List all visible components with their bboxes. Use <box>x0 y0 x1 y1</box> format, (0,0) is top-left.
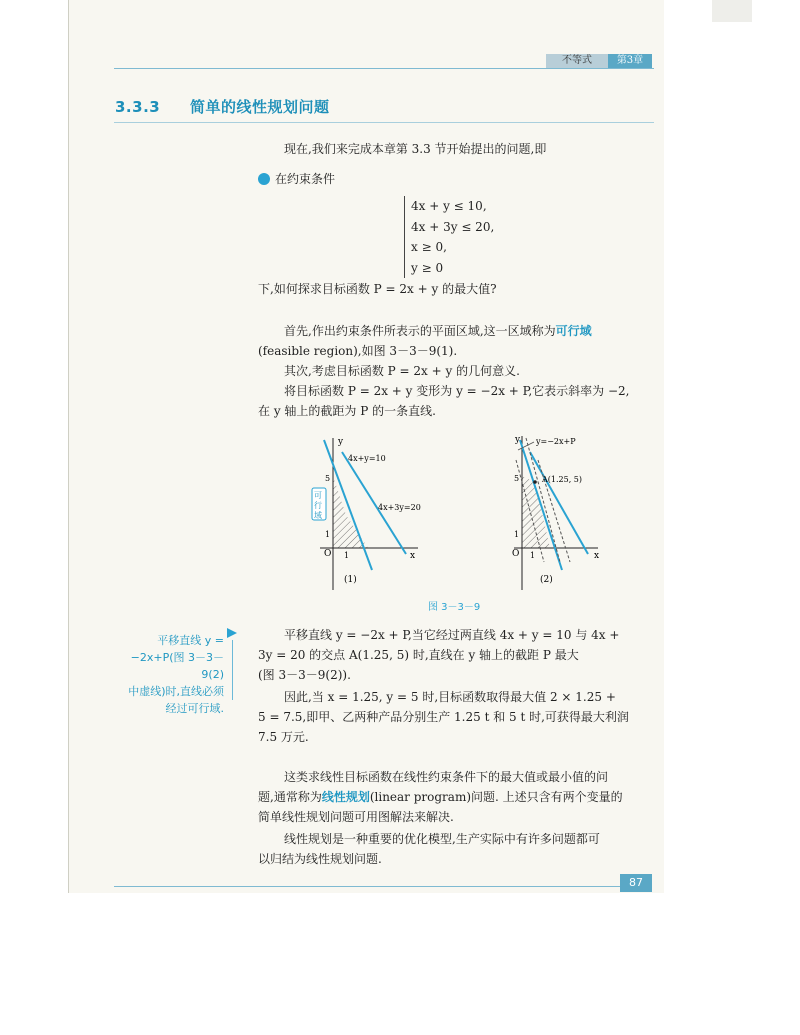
para5-line3: 7.5 万元. <box>258 730 309 744</box>
chapter-number: 第3章 <box>608 54 652 68</box>
page-number: 87 <box>620 874 652 892</box>
fig1-tick-1x: 1 <box>344 551 350 560</box>
constraint-1: 4x + y ≤ 10, <box>411 199 487 213</box>
para6-line1: 这类求线性目标函数在线性约束条件下的最大值或最小值的问 <box>284 770 609 784</box>
section-rule <box>114 122 654 123</box>
bullet-text: 在约束条件 <box>275 172 336 186</box>
section-title: 简单的线性规划问题 <box>189 98 330 116</box>
fig2-tick-5: 5 <box>514 474 520 483</box>
constraint-system <box>404 196 494 278</box>
fig2-point-label: A(1.25, 5) <box>542 475 583 484</box>
sidenote-bracket <box>226 640 233 700</box>
para6-line3: 简单线性规划问题可用图解法来解决. <box>258 810 454 824</box>
para6-line2 <box>258 788 623 806</box>
margin-flag-icon <box>227 628 237 638</box>
para2-text: 其次,考虑目标函数 P = 2x + y 的几何意义. <box>284 364 520 378</box>
para5-line1: 因此,当 x = 1.25, y = 5 时,目标函数取得最大值 2 × 1.25 + <box>284 690 616 704</box>
figure-2 <box>500 430 610 600</box>
para1-pre: 首先,作出约束条件所表示的平面区域,这一区域称为 <box>284 324 556 338</box>
para6-post: (linear program)问题. 上述只含有两个变量的 <box>369 790 623 804</box>
fig1-region-char3: 域 <box>314 511 322 520</box>
para7-line2: 以归结为线性规划问题. <box>258 852 382 866</box>
para4-line1: 平移直线 y = −2x + P,当它经过两直线 4x + y = 10 与 4x + <box>284 628 620 642</box>
footer-rule <box>114 886 620 887</box>
fig1-region-char2: 行 <box>314 501 322 510</box>
section-heading <box>115 96 329 117</box>
para4-line2: 3y = 20 的交点 A(1.25, 5) 时,直线在 y 轴上的截距 P 最大 <box>258 648 579 662</box>
sidenote-line-4: 经过可行域. <box>165 702 224 715</box>
para4-line3: (图 3－3－9(2)). <box>258 668 351 682</box>
para1-line2: (feasible region),如图 3－3－9(1). <box>258 344 458 358</box>
para3-line1: 将目标函数 P = 2x + y 变形为 y = −2x + P,它表示斜率为 −2, <box>284 384 630 398</box>
fig1-origin: O <box>324 549 332 559</box>
fig1-tick-1y: 1 <box>325 530 331 539</box>
fig1-line1-label: 4x+y=10 <box>348 454 386 463</box>
sidenote <box>112 632 224 717</box>
point-a <box>533 480 537 484</box>
sidenote-line-2: −2x+P(图 3－3－9(2) <box>130 651 224 681</box>
constraint-4: y ≥ 0 <box>411 260 444 275</box>
fig2-y-label: y <box>515 435 521 445</box>
para6-pre: 题,通常称为 <box>258 790 322 804</box>
figure-1 <box>300 430 430 600</box>
header-rule <box>114 68 654 69</box>
running-header <box>546 54 652 68</box>
fig1-caption: (1) <box>344 575 357 585</box>
chapter-name: 不等式 <box>546 54 608 68</box>
fig2-tick-1x: 1 <box>530 551 536 560</box>
fig1-tick-5: 5 <box>325 474 331 483</box>
page-edge <box>68 0 69 893</box>
sidenote-line-3: 中虚线)时,直线必须 <box>128 685 224 698</box>
fig1-x-label: x <box>410 551 416 561</box>
fig2-origin: O <box>512 549 520 559</box>
fig1-y-label: y <box>338 437 344 447</box>
fig2-tick-1y: 1 <box>514 530 520 539</box>
section-number: 3.3.3 <box>115 98 161 116</box>
fig2-caption: (2) <box>540 575 553 585</box>
constraint-3: x ≥ 0, <box>411 240 447 254</box>
para7-line1: 线性规划是一种重要的优化模型,生产实际中有许多问题都可 <box>284 832 600 846</box>
bullet-icon <box>258 173 270 185</box>
para1-line1 <box>284 322 592 340</box>
intro-text: 现在,我们来完成本章第 3.3 节开始提出的问题,即 <box>284 142 547 156</box>
constraint-2: 4x + 3y ≤ 20, <box>411 219 495 234</box>
para5-line2: 5 = 7.5,即甲、乙两种产品分别生产 1.25 t 和 5 t 时,可获得最大利润 <box>258 710 629 724</box>
sidenote-line-1: 平移直线 y = <box>157 634 224 647</box>
fig2-x-label: x <box>594 551 600 561</box>
fig1-region-char1: 可 <box>314 491 322 500</box>
question-text: 下,如何探求目标函数 P = 2x + y 的最大值? <box>258 282 497 296</box>
para3-line2: 在 y 轴上的截距为 P 的一条直线. <box>258 404 436 418</box>
fig1-line2-label: 4x+3y=20 <box>378 503 421 512</box>
term-linear-program: 线性规划 <box>321 790 370 804</box>
fig2-line-label: y=−2x+P <box>536 437 576 446</box>
scan-artifact <box>712 0 752 22</box>
term-feasible-region: 可行域 <box>555 324 592 338</box>
figure-caption: 图 3－3－9 <box>428 602 481 613</box>
bullet-line <box>258 170 335 188</box>
